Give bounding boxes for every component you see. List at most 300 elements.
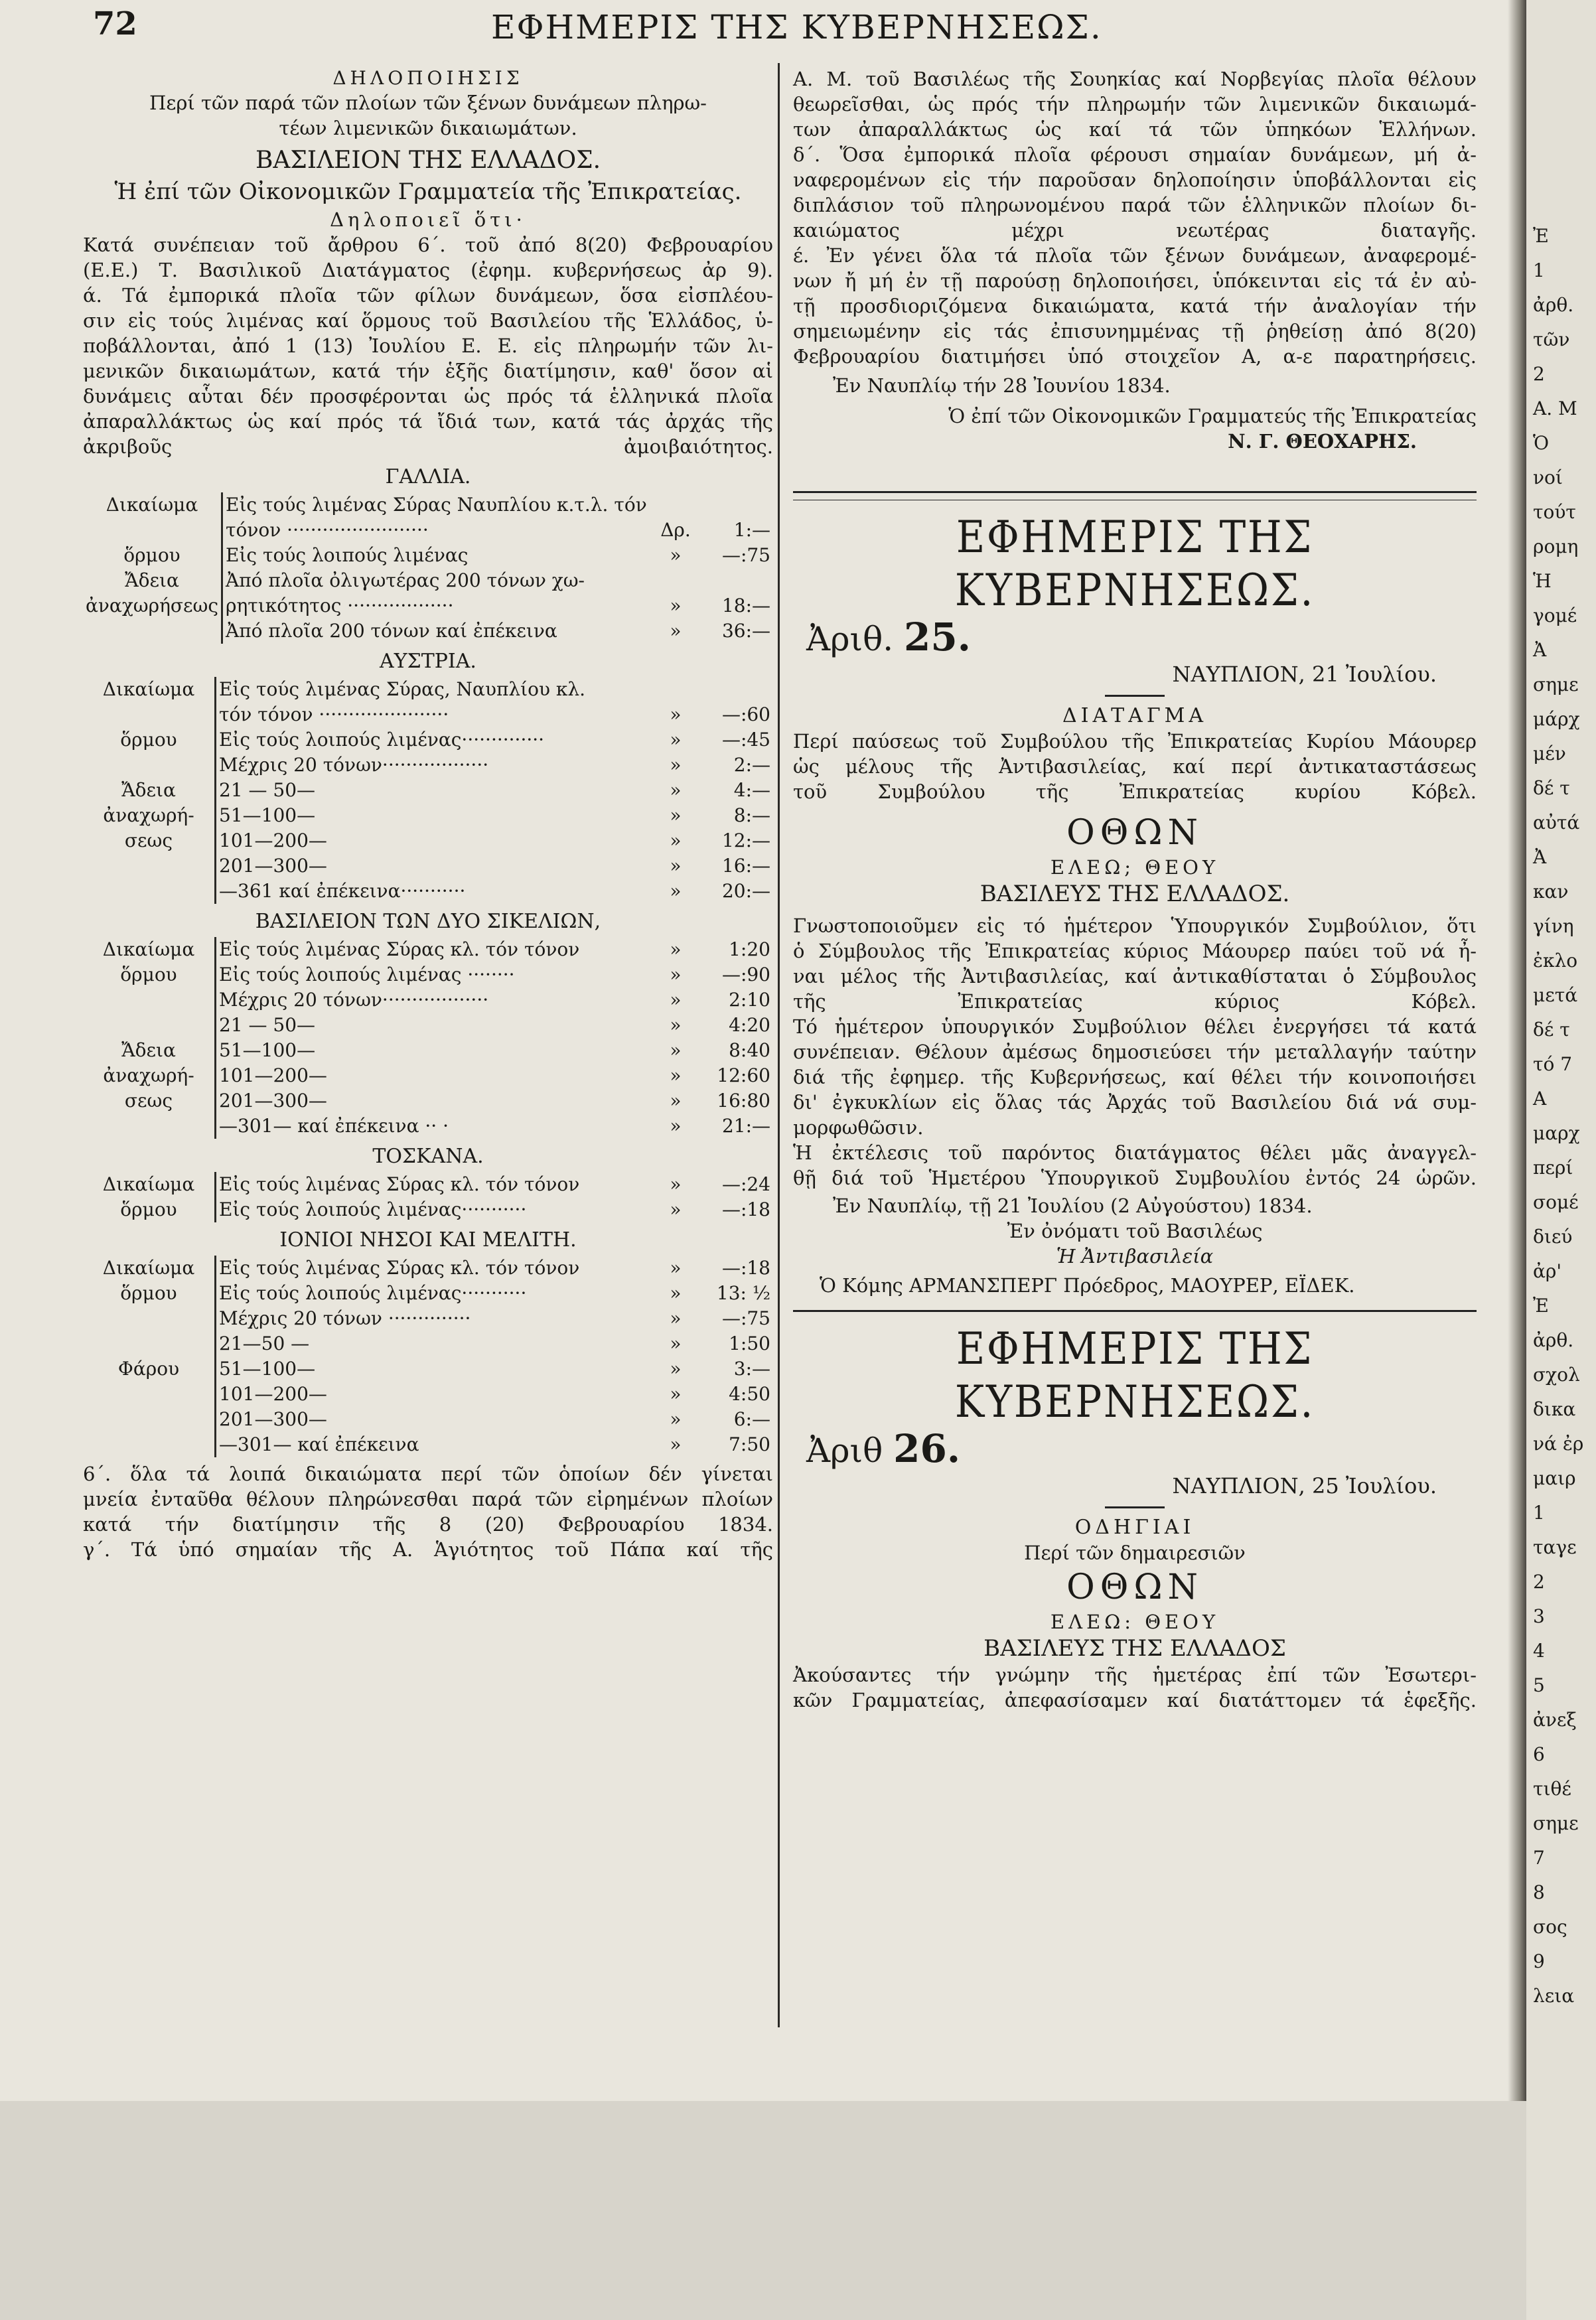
dateline-26: ΝΑΥΠΛΙΟΝ, 25 Ἰουλίου. <box>1172 1473 1437 1498</box>
fee-description: Εἰς τούς λοιπούς λιμένας·············· <box>219 729 545 751</box>
tariff-table <box>83 492 773 644</box>
fee-description: Εἰς τούς λοιπούς λιμένας··········· <box>219 1282 527 1304</box>
facing-page-fragment: ἀρθ. <box>1533 1329 1574 1351</box>
ditto-mark: » <box>670 595 682 616</box>
body-line: τῇ προσδιοριζόμενα δικαιώματα, κατά τήν ἀναλογίαν τήν <box>793 295 1477 317</box>
tariff-row <box>83 1256 773 1281</box>
tariff-row <box>83 1407 773 1432</box>
fee-amount: 18:— <box>721 595 770 616</box>
notice-subject-line: τέων λιμενικῶν δικαιωμάτων. <box>279 117 577 139</box>
body-line: μορφωθῶσιν. <box>793 1116 924 1139</box>
fee-description: 101—200— <box>219 1064 327 1086</box>
tariff-row <box>83 753 773 778</box>
facing-page-fragment: Α <box>1533 1088 1547 1110</box>
fee-amount: 12:60 <box>717 1064 770 1086</box>
fee-label: Δικαίωμα <box>83 677 216 702</box>
fee-amount: 8:— <box>733 804 770 826</box>
ditto-mark: » <box>670 1014 682 1036</box>
fee-description: 101—200— <box>219 1383 327 1405</box>
fee-description: Εἰς τούς λοιπούς λιμένας··········· <box>219 1198 527 1220</box>
ditto-mark: » <box>670 1198 682 1220</box>
decree-body <box>793 913 1477 1191</box>
facing-page-fragment: ταγε <box>1533 1536 1577 1558</box>
facing-page-fragment: ρομη <box>1533 536 1579 557</box>
tariff-row <box>83 618 773 644</box>
binding-gutter <box>1508 0 1528 2101</box>
fee-amount: 16:— <box>721 855 770 877</box>
tariff-row <box>83 828 773 853</box>
ditto-mark: » <box>670 880 682 902</box>
fee-amount: 8:40 <box>729 1039 770 1061</box>
tariff-row <box>83 1172 773 1197</box>
fee-label <box>83 618 222 644</box>
facing-page-fragment: Ὁ <box>1533 432 1550 454</box>
body-line: ναφερομένων εἰς τήν παροῦσαν δηλοποίησιν ὑποβάλλονται εἰς <box>793 169 1477 191</box>
fee-description: τόν τόνον ······················ <box>219 703 449 725</box>
facing-page-fragment: ἐκλο <box>1533 950 1578 972</box>
ditto-mark <box>656 677 695 702</box>
facing-page-fragment: ἀρ' <box>1533 1260 1562 1282</box>
fee-label: ὅρμου <box>83 1281 216 1306</box>
tariff-row <box>83 492 773 518</box>
tariff-row <box>83 937 773 962</box>
fee-description: Μέχρις 20 τόνων·················· <box>219 754 489 776</box>
facing-page-fragment: μέν <box>1533 743 1566 764</box>
ditto-mark: » <box>670 1358 682 1380</box>
body-line: Γνωστοποιοῦμεν εἰς τό ἡμέτερον Ὑπουργικόν Συμβούλιον, ὅτι <box>793 914 1477 937</box>
fee-label: Δικαίωμα <box>83 492 222 518</box>
fee-amount: 1:20 <box>729 938 770 960</box>
tariff-table <box>83 1256 773 1457</box>
short-rule <box>1105 695 1165 697</box>
fee-label <box>83 987 216 1013</box>
facing-page-fragment: ἀρθ. <box>1533 294 1574 316</box>
body-line: Κατά συνέπειαν τοῦ ἄρθρου 6΄. τοῦ ἀπό 8(20) Φεβρουαρίου <box>83 234 773 256</box>
body-line: έ. Ἐν γένει ὅλα τά πλοῖα τῶν ξένων δυνάμεων, ἀναφερομέ- <box>793 244 1477 267</box>
fee-label: ὅρμου <box>83 727 216 753</box>
body-line: των ἀπαραλλάκτως ὡς καί τά τῶν ὑπηκόων Ἑλλήνων. <box>793 118 1477 141</box>
tariff-row <box>83 778 773 803</box>
fee-amount: 3:— <box>733 1358 770 1380</box>
facing-page-fragment: 9 <box>1533 1950 1545 1972</box>
tariff-row <box>83 1382 773 1407</box>
facing-page-fragment: Ἐ <box>1533 225 1549 247</box>
facing-page-fragment: σημε <box>1533 1812 1579 1834</box>
fee-amount: —:60 <box>721 703 770 725</box>
facing-page-fragment: 2 <box>1533 1571 1545 1593</box>
ditto-mark: » <box>670 804 682 826</box>
fee-amount: —:75 <box>721 544 770 566</box>
short-rule <box>1105 1506 1165 1508</box>
issue-label: Ἀριθ. <box>806 620 894 658</box>
country-heading: ΙΟΝΙΟΙ ΝΗΣΟΙ ΚΑΙ ΜΕΛΙΤΗ. <box>279 1228 577 1252</box>
notice-title: ΔΗΛΟΠΟΙΗΣΙΣ <box>332 67 524 89</box>
fee-amount: —:75 <box>721 1307 770 1329</box>
column-divider <box>778 63 780 2027</box>
body-line: ἀκριβοῦς ἀμοιβαιότητος. <box>83 435 773 458</box>
fee-label: ἀναχωρή- <box>83 803 216 828</box>
fee-label <box>83 879 216 904</box>
facing-page-fragment: Ἀ <box>1533 639 1547 661</box>
fee-amount: 4:20 <box>729 1014 770 1036</box>
instructions-body <box>793 1662 1477 1713</box>
fee-description: ρητικότητος ·················· <box>226 595 454 616</box>
facing-page-fragment: 3 <box>1533 1605 1545 1627</box>
issue-number-26 <box>793 1426 1477 1471</box>
fee-label <box>83 518 222 543</box>
ministry-heading: Ἡ ἐπί τῶν Οἰκονομικῶν Γραμματεία τῆς Ἐπικρατείας. <box>114 179 742 205</box>
fee-label: ὅρμου <box>83 962 216 987</box>
fee-label <box>83 753 216 778</box>
issue-label: Ἀριθ <box>806 1431 883 1470</box>
facing-page-fragment: λεια <box>1533 1985 1575 2007</box>
ditto-mark: » <box>670 1433 682 1455</box>
fee-amount: 2:10 <box>729 989 770 1011</box>
ditto-mark: » <box>670 1090 682 1112</box>
facing-page-fragment: 2 <box>1533 363 1545 385</box>
section-rule <box>793 1310 1477 1312</box>
facing-page-fragment: μετά <box>1533 984 1578 1006</box>
fee-label: ὅρμου <box>83 543 222 568</box>
running-title: ΕΦΗΜΕΡΙΣ ΤΗΣ ΚΥΒΕΡΝΗΣΕΩΣ. <box>491 8 1102 46</box>
in-name-line: Ἐν ὀνόματι τοῦ Βασιλέως <box>1007 1220 1263 1242</box>
tariff-row <box>83 1088 773 1114</box>
body-line: καιώματος μέχρι νεωτέρας διαταγῆς. <box>793 219 1477 242</box>
fee-description: —361 καί ἐπέκεινα··········· <box>219 880 466 902</box>
tariff-row <box>83 1306 773 1331</box>
body-line: μενικῶν δικαιωμάτων, κατά τήν ἑξῆς διατίμησιν, καθ' ὅσον αἱ <box>83 360 773 382</box>
body-line: Φεβρουαρίου διατιμήσει ὑπό στοιχεῖον Α, α-ε παρατηρήσεις. <box>793 345 1477 368</box>
fee-amount: 7:50 <box>729 1433 770 1455</box>
fee-label <box>83 702 216 727</box>
fee-amount: 2:— <box>733 754 770 776</box>
fee-amount: 4:— <box>733 779 770 801</box>
tariff-row <box>83 1331 773 1356</box>
body-line: δ΄. Ὅσα ἐμπορικά πλοῖα φέρουσι σημαίαν δυνάμεων, μή ἀ- <box>793 143 1477 166</box>
by-grace: ΕΛΕΩ: ΘΕΟΥ <box>1050 1611 1220 1633</box>
fee-description: Εἰς τούς λιμένας Σύρας Ναυπλίου κ.τ.λ. τόν <box>226 494 647 516</box>
decree-signers: Ὁ Κόμης ΑΡΜΑΝΣΠΕΡΓ Πρόεδρος, ΜΑΟΥΡΕΡ, ΕΪΔΕΚ. <box>820 1274 1355 1297</box>
fee-label: ἀναχωρήσεως <box>83 593 222 618</box>
body-line: (Ε.Ε.) Τ. Βασιλικοῦ Διατάγματος (ἐφημ. κυβερνήσεως ἀρ 9). <box>83 259 773 281</box>
fee-label <box>83 1306 216 1331</box>
notice-body <box>83 232 773 459</box>
fee-amount: 6:— <box>733 1408 770 1430</box>
facing-page-fragment: σομέ <box>1533 1191 1579 1213</box>
regency-line: Ἡ Ἀντιβασιλεία <box>1056 1245 1214 1268</box>
facing-page-fragment: Α. Μ <box>1533 398 1577 419</box>
body-line: σιν εἰς τούς λιμένας καί ὅρμους τοῦ Βασιλείου τῆς Ἑλλάδος, ὑ- <box>83 309 773 332</box>
tariff-row <box>83 879 773 904</box>
tariff-tables <box>83 462 773 1457</box>
fee-description: 201—300— <box>219 1408 327 1430</box>
tariff-row <box>83 702 773 727</box>
fee-label <box>83 853 216 879</box>
facing-page-fragment: 7 <box>1533 1847 1545 1869</box>
body-line: διά τῆς ἐφημερ. τῆς Κυβερνήσεως, καί θέλει τήν κοινοποιήσει <box>793 1066 1477 1088</box>
ditto-mark: » <box>670 1333 682 1354</box>
ditto-mark: » <box>670 1383 682 1405</box>
left-column <box>83 66 773 1562</box>
fee-label: Ἄδεια <box>83 778 216 803</box>
signer-title: Ὁ ἐπί τῶν Οἰκονομικῶν Γραμματεύς τῆς Ἐπικρατείας <box>948 405 1477 427</box>
tariff-row <box>83 1432 773 1457</box>
fee-description: Μέχρις 20 τόνων ·············· <box>219 1307 471 1329</box>
fee-amount: 36:— <box>721 620 770 642</box>
facing-page-fragment: τῶν <box>1533 328 1570 350</box>
fee-amount <box>695 677 773 702</box>
body-line: κατά τήν διατίμησιν τῆς 8 (20) Φεβρουαρίου 1834. <box>83 1513 773 1536</box>
tariff-row <box>83 677 773 702</box>
fee-description: τόνον ························ <box>226 519 429 541</box>
body-line: διπλάσιον τοῦ πληρωνομένου παρά τῶν ἑλληνικῶν πλοίων δι- <box>793 194 1477 216</box>
fee-description: 201—300— <box>219 1090 327 1112</box>
fee-label: ἀναχωρή- <box>83 1063 216 1088</box>
ditto-mark: » <box>670 1039 682 1061</box>
kingdom-heading: ΒΑΣΙΛΕΙΟΝ ΤΗΣ ΕΛΛΑΔΟΣ. <box>255 147 601 174</box>
country-heading: ΒΑΣΙΛΕΙΟΝ ΤΩΝ ΔΥΟ ΣΙΚΕΛΙΩΝ, <box>255 910 601 933</box>
ditto-mark: » <box>670 620 682 642</box>
facing-page-edge <box>1526 0 1596 2320</box>
ditto-mark: » <box>670 703 682 725</box>
fee-description: Ἀπό πλοῖα ὀλιγωτέρας 200 τόνων χω- <box>226 569 585 591</box>
fee-label: ὅρμου <box>83 1197 216 1222</box>
masthead-25: ΕΦΗΜΕΡΙΣ ΤΗΣ ΚΥΒΕΡΝΗΣΕΩΣ. <box>954 512 1315 616</box>
body-line: γ΄. Τά ὑπό σημαίαν τῆς Α. Ἁγιότητος τοῦ Πάπα καί τῆς <box>83 1538 773 1561</box>
tariff-row <box>83 987 773 1013</box>
fee-description: 51—100— <box>219 1039 316 1061</box>
facing-page-fragment: μάρχ <box>1533 708 1580 730</box>
body-line: Τό ἡμέτερον ὑπουργικόν Συμβούλιον θέλει ἐνεργήσει τά κατά <box>793 1015 1477 1038</box>
fee-amount: 1:— <box>733 519 770 541</box>
tariff-row <box>83 518 773 543</box>
fee-label: σεως <box>83 1088 216 1114</box>
fee-description: 101—200— <box>219 830 327 851</box>
ditto-mark: » <box>670 1307 682 1329</box>
ditto-mark <box>656 492 695 518</box>
by-grace: ΕΛΕΩ; ΘΕΟΥ <box>1050 856 1220 879</box>
body-line: 6΄. ὅλα τά λοιπά δικαιώματα περί τῶν ὁποίων δέν γίνεται <box>83 1463 773 1485</box>
facing-page-fragment: γομέ <box>1533 605 1577 626</box>
facing-page-fragment: διεύ <box>1533 1226 1573 1248</box>
facing-page-fragment: δέ τ <box>1533 1019 1570 1041</box>
fee-amount: —:45 <box>721 729 770 751</box>
tariff-row <box>83 593 773 618</box>
facing-page-fragment: Ἐ <box>1533 1295 1549 1317</box>
facing-page-fragment: 5 <box>1533 1674 1545 1696</box>
ditto-mark: » <box>670 729 682 751</box>
ditto-mark: » <box>670 855 682 877</box>
facing-page-fragment: 6 <box>1533 1743 1545 1765</box>
fee-amount: —:18 <box>721 1198 770 1220</box>
fee-amount: 20:— <box>721 880 770 902</box>
tariff-row <box>83 962 773 987</box>
right-column <box>793 66 1477 1713</box>
fee-description: Εἰς τούς λοιπούς λιμένας ········ <box>219 964 515 985</box>
facing-page-fragment: σος <box>1533 1916 1567 1938</box>
fee-label: σεως <box>83 828 216 853</box>
fee-label <box>83 1114 216 1139</box>
king-title: ΒΑΣΙΛΕΥΣ ΤΗΣ ΕΛΛΑΔΟΣ <box>983 1635 1286 1662</box>
double-rule <box>793 491 1477 500</box>
facing-page-fragment: μαιρ <box>1533 1467 1576 1489</box>
ditto-mark: » <box>670 1173 682 1195</box>
fee-description: Εἰς τούς λιμένας Σύρας κλ. τόν τόνον <box>219 1173 580 1195</box>
fee-amount <box>695 568 773 593</box>
tariff-table <box>83 937 773 1139</box>
tariff-row <box>83 1038 773 1063</box>
fee-description: Ἀπό πλοῖα 200 τόνων καί ἐπέκεινα <box>226 620 557 642</box>
ditto-mark: » <box>670 938 682 960</box>
decree-place-date: Ἐν Ναυπλίῳ, τῇ 21 Ἰουλίου (2 Αὐγούστου) 1834. <box>833 1195 1313 1217</box>
tariff-row <box>83 803 773 828</box>
ditto-mark <box>656 568 695 593</box>
facing-page-fragment: 4 <box>1533 1640 1545 1662</box>
facing-page-fragment: περί <box>1533 1157 1573 1179</box>
fee-amount: 21:— <box>721 1115 770 1137</box>
fee-description: Εἰς τούς λιμένας Σύρας κλ. τόν τόνον <box>219 1257 580 1279</box>
ditto-mark: » <box>670 779 682 801</box>
notice-closing <box>83 1461 773 1562</box>
fee-amount: —:24 <box>721 1173 770 1195</box>
notice-subject-line: Περί τῶν παρά τῶν πλοίων τῶν ξένων δυνάμεων πληρω- <box>149 92 707 114</box>
fee-label <box>83 1013 216 1038</box>
ditto-mark: » <box>670 1115 682 1137</box>
fee-label <box>83 1382 216 1407</box>
masthead-26: ΕΦΗΜΕΡΙΣ ΤΗΣ ΚΥΒΕΡΝΗΣΕΩΣ. <box>954 1323 1315 1427</box>
fee-description: 201—300— <box>219 855 327 877</box>
country-heading: ΤΟΣΚΑΝΑ. <box>372 1145 484 1168</box>
body-line: τῆς Ἐπικρατείας κύριος Κόβελ. <box>793 990 1477 1013</box>
facing-page-fragment: δικα <box>1533 1398 1576 1420</box>
body-line: Ἀκούσαντες τήν γνώμην τῆς ἡμετέρας ἐπί τῶν Ἐσωτερι- <box>793 1664 1477 1686</box>
notice-continuation <box>793 66 1477 369</box>
facing-page-fragment: νά ἐρ <box>1533 1433 1584 1455</box>
fee-description: 21 — 50— <box>219 1014 316 1036</box>
ditto-mark: » <box>670 754 682 776</box>
tariff-row <box>83 1356 773 1382</box>
facing-page-fragment: Ἀ <box>1533 846 1547 868</box>
king-title: ΒΑΣΙΛΕΥΣ ΤΗΣ ΕΛΛΑΔΟΣ. <box>979 881 1290 907</box>
facing-page-fragment: 8 <box>1533 1881 1545 1903</box>
fee-description: —301— καί ἐπέκεινα ·· · <box>219 1115 449 1137</box>
fee-amount: 4:50 <box>729 1383 770 1405</box>
fee-amount: —:18 <box>721 1257 770 1279</box>
facing-page-fragment: Ἡ <box>1533 570 1552 592</box>
ditto-mark: » <box>670 830 682 851</box>
subject-line: ὡς μέλους τῆς Ἀντιβασιλείας, καί περί ἀντικαταστάσεως <box>793 755 1477 778</box>
subject-line: Περί τῶν δημαιρεσιῶν <box>1024 1542 1246 1564</box>
ditto-mark: » <box>670 1064 682 1086</box>
fee-label: Φάρου <box>83 1356 216 1382</box>
facing-page-fragment: καν <box>1533 881 1569 903</box>
tariff-row <box>83 853 773 879</box>
fee-amount: 1:50 <box>729 1333 770 1354</box>
body-line: ἀπαραλλάκτως ὡς καί πρός τά ἴδιά των, κατά τάς ἀρχάς τῆς <box>83 410 773 433</box>
fee-amount: —:90 <box>721 964 770 985</box>
facing-page-fragment: νοί <box>1533 467 1563 488</box>
fee-amount: 13: ½ <box>716 1282 770 1304</box>
fee-label: Δικαίωμα <box>83 1172 216 1197</box>
fee-label: Ἄδεια <box>83 568 222 593</box>
fee-amount: 12:— <box>721 830 770 851</box>
instructions-subject <box>793 1540 1477 1565</box>
body-line: μνεία ἐνταῦθα θέλουν πληρώνεσθαι παρά τῶν εἰρημένων πλοίων <box>83 1488 773 1510</box>
facing-page-fragment: 1 <box>1533 1502 1545 1524</box>
king-name: ΟΘΩΝ <box>1066 813 1203 853</box>
fee-description: Εἰς τούς λιμένας Σύρας, Ναυπλίου κλ. <box>219 678 586 700</box>
tariff-row <box>83 727 773 753</box>
body-line: νων ἤ μή ἐν τῇ παρούσῃ δηλοποιήσει, ὑπόκεινται εἰς τά ἐν αὐ- <box>793 269 1477 292</box>
ditto-mark: » <box>670 989 682 1011</box>
body-line: θεωρεῖσθαι, ὡς πρός τήν πληρωμήν τῶν λιμενικῶν δικαιωμά- <box>793 93 1477 115</box>
subject-line: τοῦ Συμβούλου τῆς Ἐπικρατείας κυρίου Κόβελ. <box>793 780 1477 803</box>
facing-page-fragment: δέ τ <box>1533 777 1570 799</box>
issue-number: 26. <box>893 1426 961 1471</box>
dateline-25: ΝΑΥΠΛΙΟΝ, 21 Ἰουλίου. <box>1172 662 1437 687</box>
body-line: θῇ διά τοῦ Ἡμετέρου Ὑπουργικοῦ Συμβουλίου ἐντός 24 ὡρῶν. <box>793 1167 1477 1189</box>
tariff-table <box>83 677 773 904</box>
ditto-mark: » <box>670 964 682 985</box>
fee-description: 51—100— <box>219 804 316 826</box>
tariff-row <box>83 543 773 568</box>
place-date: Ἐν Ναυπλίῳ τήν 28 Ἰουνίου 1834. <box>833 374 1171 397</box>
tariff-row <box>83 1013 773 1038</box>
ditto-mark: » <box>670 1408 682 1430</box>
declares-line: Δηλοποιεῖ ὅτι· <box>330 208 526 231</box>
ditto-mark: » <box>670 1257 682 1279</box>
fee-description: 51—100— <box>219 1358 316 1380</box>
tariff-row <box>83 1063 773 1088</box>
body-line: ὁ Σύμβουλος τῆς Ἐπικρατείας κύριος Μάουρερ παύει τοῦ νά ἦ- <box>793 940 1477 962</box>
facing-page-fragment: τό 7 <box>1533 1053 1573 1075</box>
facing-page-fragment: τούτ <box>1533 501 1576 523</box>
facing-page-fragment: μαρχ <box>1533 1122 1580 1144</box>
signer-name: Ν. Γ. ΘΕΟΧΑΡΗΣ. <box>1228 430 1417 453</box>
fee-label: Δικαίωμα <box>83 1256 216 1281</box>
facing-page-fragment: αὐτά <box>1533 812 1580 834</box>
tariff-row <box>83 1281 773 1306</box>
ditto-mark: » <box>670 1282 682 1304</box>
country-heading: ΑΥΣΤΡΙΑ. <box>380 650 476 673</box>
issue-number-25 <box>793 617 1477 659</box>
body-line: δυνάμεις αὗται δέν προσφέρονται ὡς πρός τά ἑλληνικά πλοῖα <box>83 385 773 407</box>
facing-page-fragment: σχολ <box>1533 1364 1580 1386</box>
fee-description: Εἰς τούς λοιπούς λιμένας <box>226 544 469 566</box>
fee-amount: 16:80 <box>717 1090 770 1112</box>
fee-label: Ἄδεια <box>83 1038 216 1063</box>
facing-page-fragment: γίνη <box>1533 915 1574 937</box>
body-line: Α. Μ. τοῦ Βασιλέως τῆς Σουηκίας καί Νορβεγίας πλοῖα θέλουν <box>793 68 1477 90</box>
page-number: 72 <box>93 5 137 42</box>
fee-label <box>83 1407 216 1432</box>
fee-description: Μέχρις 20 τόνων·················· <box>219 989 489 1011</box>
body-line: ά. Τά ἐμπορικά πλοῖα τῶν φίλων δυνάμεων, ὅσα εἰσπλέου- <box>83 284 773 307</box>
body-line: Ἡ ἐκτέλεσις τοῦ παρόντος διατάγματος θέλει μᾶς ἀναγγελ- <box>793 1141 1477 1164</box>
body-line: σημειωμένην εἰς τάς ἐπισυνημμένας τῇ ῥηθείσῃ ἀπό 8(20) <box>793 320 1477 342</box>
body-line: συνέπειαν. Θέλουν ἀμέσως δημοσιεύσει τήν μεταλλαγήν ταύτην <box>793 1041 1477 1063</box>
instructions-kind: ΟΔΗΓΙΑΙ <box>1074 1516 1195 1539</box>
decree-kind: ΔΙΑΤΑΓΜΑ <box>1062 704 1208 727</box>
fee-label <box>83 1331 216 1356</box>
ditto-mark: » <box>670 544 682 566</box>
facing-page-fragment: σημε <box>1533 674 1579 695</box>
decree-subject <box>793 729 1477 804</box>
body-line: κῶν Γραμματείας, ἀπεφασίσαμεν καί διατάττομεν τά ἑφεξῆς. <box>793 1689 1477 1711</box>
tariff-row <box>83 568 773 593</box>
fee-description: Εἰς τούς λιμένας Σύρας κλ. τόν τόνον <box>219 938 580 960</box>
body-line: ναι μέλος τῆς Ἀντιβασιλείας, καί ἀντικαθίσταται ὁ Σύμβουλος <box>793 965 1477 987</box>
